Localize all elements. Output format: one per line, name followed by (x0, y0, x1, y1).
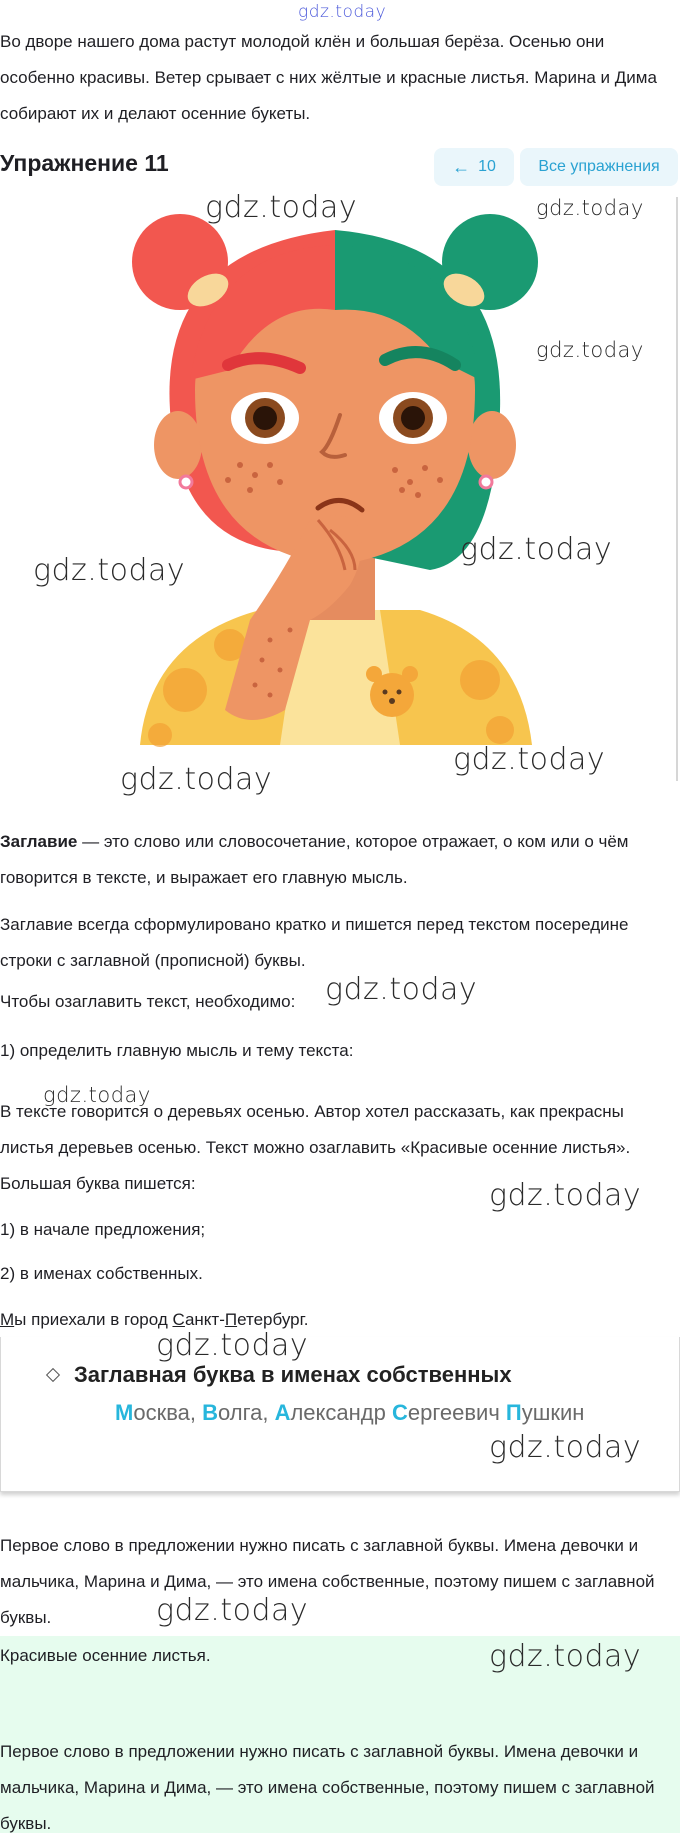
name-rest: ушкин (521, 1400, 585, 1425)
analysis-paragraph: В тексте говорится о деревьях осенью. Автор хотел рассказать, как прекрасны листья деревьев осенью. Текст можно озаглавить «Красивые осенние листья». (0, 1102, 631, 1157)
definition-paragraph (0, 824, 680, 896)
name-rest: лександр (290, 1400, 392, 1425)
watermark: gdz.today (33, 553, 186, 588)
capital-rule-paragraph: Большая буква пишется: (0, 1174, 196, 1193)
capital-letter: А (274, 1400, 291, 1425)
card-title-text: Заглавная буква в именах собственных (74, 1362, 512, 1387)
example-sentence (0, 1302, 680, 1338)
watermark: gdz.today (489, 1430, 642, 1465)
capital-letter: П (505, 1400, 522, 1425)
capital-letter: С (172, 1310, 185, 1329)
watermark: gdz.today (156, 1328, 309, 1363)
definition-term: Заглавие (0, 832, 78, 851)
divider (676, 197, 678, 781)
watermark: gdz.today (536, 338, 644, 362)
watermark: gdz.today (156, 1593, 309, 1628)
answer-text: Первое слово в предложении нужно писать с заглавной буквы. Имена девочки и мальчика, Марина и Дима, — это имена собственные, поэтому пишем с заглавной буквы. (0, 1742, 655, 1833)
capital-letter: П (224, 1310, 238, 1329)
watermark: gdz.today (298, 2, 387, 22)
capital-rule-item-2: 2) в именах собственных. (0, 1264, 203, 1283)
watermark: gdz.today (489, 1178, 642, 1213)
capital-letter: В (202, 1400, 218, 1425)
prev-exercise-button[interactable] (434, 148, 514, 186)
watermark: gdz.today (489, 1639, 642, 1674)
rule-paragraph: Заглавие всегда сформулировано кратко и пишется перед текстом посередине строки с заглавной (прописной) буквы. (0, 915, 629, 970)
example-text: етербург. (237, 1310, 309, 1329)
name-rest: осква, (133, 1400, 203, 1425)
diamond-icon (46, 1368, 60, 1382)
watermark: gdz.today (536, 196, 644, 220)
name-rest: олга, (217, 1400, 275, 1425)
watermark: gdz.today (205, 190, 358, 225)
thinking-girl-illustration (0, 190, 680, 760)
capital-rule-item-1: 1) в начале предложения; (0, 1220, 206, 1239)
how-to-title-paragraph: Чтобы озаглавить текст, необходимо: (0, 992, 296, 1011)
watermark: gdz.today (43, 1083, 151, 1107)
intro-text: Во дворе нашего дома растут молодой клён и большая берёза. Осенью они особенно красивы. Ветер срывает с них жёлтые и красные листья. Марина и Дима собирают их и делают осенние букеты. (0, 32, 657, 123)
arrow-left-icon: ← (452, 156, 471, 177)
example-text: ы приехали в город (14, 1310, 173, 1329)
definition-text: — это слово или словосочетание, которое отражает, о ком или о чём говорится в тексте, и выражает его главную мысль. (0, 832, 629, 887)
card-title (48, 1362, 512, 1388)
proper-names-list (115, 1400, 584, 1426)
explanation-paragraph: Первое слово в предложении нужно писать с заглавной буквы. Имена девочки и мальчика, Марина и Дима, — это имена собственные, поэтому пишем с заглавной буквы. (0, 1536, 655, 1627)
answer-title: Красивые осенние листья. (0, 1646, 211, 1665)
example-text: анкт- (184, 1310, 225, 1329)
capital-letter: М (115, 1400, 134, 1425)
name-rest: ергеевич (407, 1400, 506, 1425)
step-one-paragraph: 1) определить главную мысль и тему текста: (0, 1041, 354, 1060)
watermark: gdz.today (120, 762, 273, 797)
watermark: gdz.today (460, 532, 613, 567)
all-exercises-button[interactable]: Все упражнения (520, 148, 678, 186)
capital-letter: С (391, 1400, 408, 1425)
prev-exercise-label: 10 (478, 158, 496, 175)
capital-letter: М (0, 1310, 15, 1329)
watermark: gdz.today (325, 972, 478, 1007)
watermark: gdz.today (453, 742, 606, 777)
exercise-title: Упражнение 11 (0, 150, 169, 176)
